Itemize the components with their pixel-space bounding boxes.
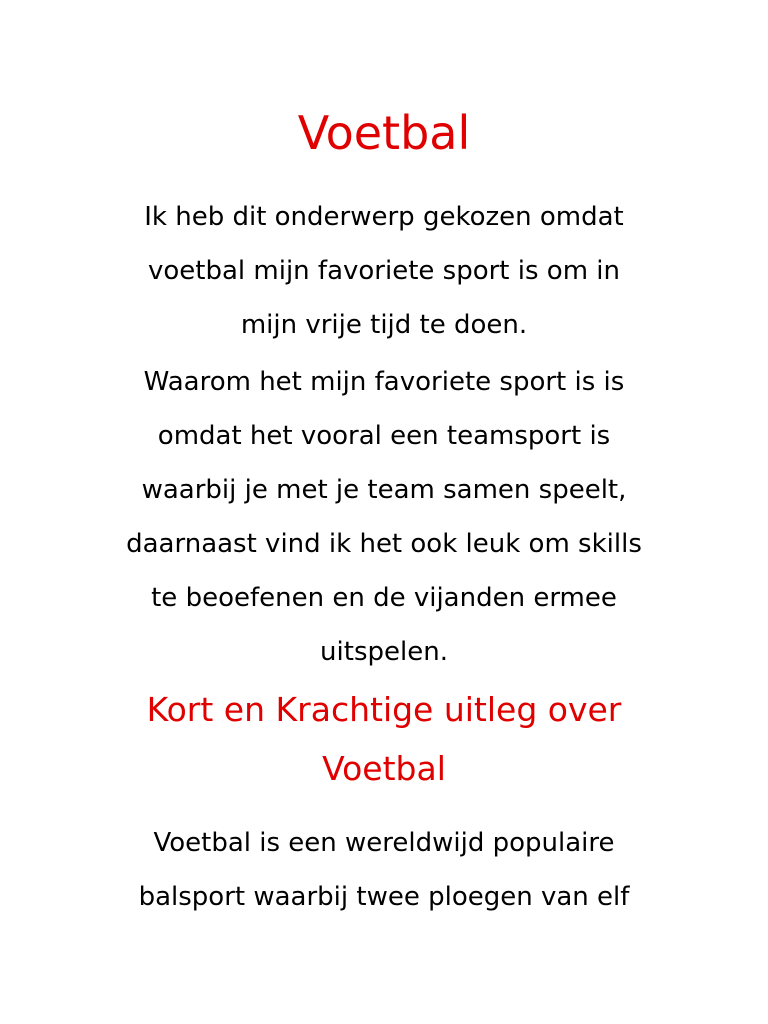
heading-line: Voetbal — [322, 749, 446, 788]
reason-paragraph — [60, 355, 708, 679]
paragraph-line: mijn vrije tijd te doen. — [240, 310, 528, 340]
heading-line: Kort en Krachtige uitleg over — [146, 690, 622, 729]
paragraph-line: voetbal mijn favoriete sport is om in — [147, 256, 620, 286]
paragraph-line: te beoefenen en de vijanden ermee — [151, 583, 617, 613]
paragraph-line: Voetbal is een wereldwijd populaire — [153, 828, 615, 858]
paragraph-line: balsport waarbij twee ploegen van elf — [138, 882, 630, 912]
paragraph-line: daarnaast vind ik het ook leuk om skills — [126, 529, 642, 559]
page-title: Voetbal — [297, 106, 471, 160]
intro-paragraph — [60, 190, 708, 352]
paragraph-line: Waarom het mijn favoriete sport is is — [143, 367, 625, 397]
explanation-paragraph — [60, 816, 708, 924]
section-heading — [40, 680, 728, 798]
paragraph-line: waarbij je met je team samen speelt, — [141, 475, 627, 505]
paragraph-line: uitspelen. — [320, 637, 448, 667]
paragraph-line: Ik heb dit onderwerp gekozen omdat — [144, 202, 624, 232]
paragraph-line: omdat het vooral een teamsport is — [157, 421, 611, 451]
